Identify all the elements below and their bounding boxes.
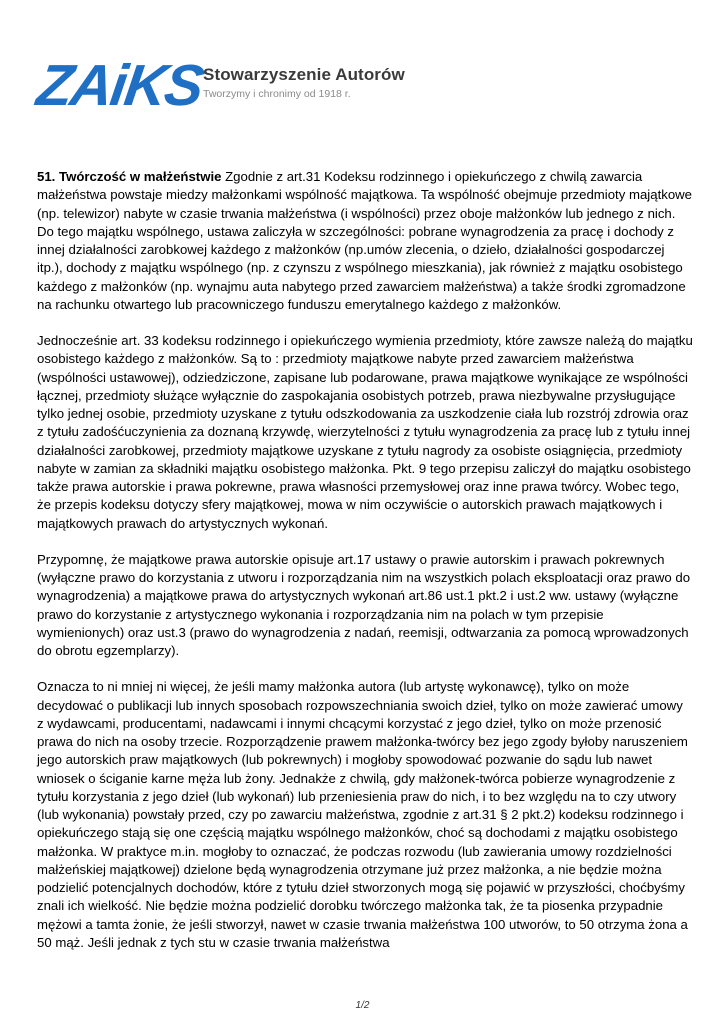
org-block	[203, 65, 405, 100]
paragraph-3: Przypomnę, że majątkowe prawa autorskie opisuje art.17 ustawy o prawie autorskim i prawach pokrewnych (wyłączne prawo do korzystania z utworu i rozporządzania nim na wszystkich polach eksploatacji oraz prawo do wynagrodzenia) a majątkowe prawa do artystycznych wykonań art.86 ust.1 pkt.2 i ust.2 ww. ustawy (wyłączne prawo do korzystanie z artystycznego wykonania i rozporządzania nim na polach w tym przepisie wymienionych) oraz ust.3 (prawo do wynagrodzenia z nadań, reemisji, odtwarzania za pomocą wprowadzonych do obrotu egzemplarzy).	[37, 551, 691, 658]
page-number: 1/2	[355, 1000, 370, 1011]
logo-text: ZAiKS	[33, 53, 207, 118]
article-body	[37, 168, 693, 970]
paragraph-4: Oznacza to ni mniej ni więcej, że jeśli mamy małżonka autora (lub artystę wykonawcę), tylko on może decydować o publikacji lub innych sposobach rozpowszechniania swoich dzieł, tylko on może zawierać umowy z wydawcami, producentami, nadawcami i innymi chcącymi korzystać z jego dzieł, tylko on może przenosić prawa do nich na osoby trzecie. Rozporządzenie prawem małżonka-twórcy bez jego zgody byłoby naruszeniem jego autorskich praw majątkowych (lub pokrewnych) i mogłoby spowodować pozwanie do sądu lub nawet wniosek o ściganie karne męża lub żony. Jednakże z chwilą, gdy małżonek-twórca pobierze wynagrodzenie z tytułu korzystania z jego dzieł (lub wykonań) lub przeniesienia praw do nich, i to bez względu na to czy utwory (lub wykonania) powstały przed, czy po zawarciu małżeństwa, zgodnie z art.31 § 2 pkt.2) kodeksu rodzinnego i opiekuńczego stają się one częścią majątku wspólnego małżonków, choć są dochodami z majątku osobistego małżonka. W praktyce m.in. mogłoby to oznaczać, że podczas rozwodu (lub zawierania umowy rozdzielności małżeńskiej majątkowej) dzielone będą wynagrodzenia otrzymane już przez małżonka, a nie będzie można podzielić potencjalnych dochodów, które z tytułu dzieł stworzonych mogą się pojawić w przyszłości, choćbyśmy znali ich wielkość. Nie będzie można podzielić dorobku twórczego małżonka tak, że ta piosenka przypadnie mężowi a tamta żonie, że jeśli stworzył, nawet w czasie trwania małżeństwa 100 utworów, to 50 otrzyma żona a 50 mąż. Jeśli jednak z tych stu w czasie trwania małżeństwa	[37, 679, 688, 950]
zaiks-logo	[33, 53, 207, 118]
paragraph-2: Jednocześnie art. 33 kodeksu rodzinnego i opiekuńczego wymienia przedmioty, które zawsze należą do majątku osobistego każdego z małżonków. Są to : przedmioty majątkowe nabyte przed zawarciem małżeństwa (wspólności ustawowej), odziedziczone, zapisane lub podarowane, prawa majątkowe wynikające ze wspólności łącznej, przedmioty służące wyłącznie do zaspokajania osobistych potrzeb, prawa niezbywalne przysługujące tylko jednej osobie, przedmioty uzyskane z tytułu odszkodowania za uszkodzenie ciała lub rozstrój zdrowia oraz z tytułu zadośćuczynienia za doznaną krzywdę, wierzytelności z tytułu wynagrodzenia za pracę lub z tytułu innej działalności zarobkowej, przedmioty majątkowe uzyskane z tytułu nagrody za osobiste osiągnięcia, przedmioty nabyte w zamian za składniki majątku osobistego małżonka. Pkt. 9 tego przepisu zaliczył do majątku osobistego także prawa autorskie i prawa pokrewne, prawa własności przemysłowej oraz inne prawa twórcy. Wobec tego, że przepis kodeksu dotyczy sfery majątkowej, mowa w nim oczywiście o autorskich prawach majątkowych i majątkowych prawach do artystycznych wykonań.	[37, 333, 693, 531]
article-heading: 51. Twórczość w małżeństwie	[37, 169, 222, 184]
paragraph-1-text: Zgodnie z art.31 Kodeksu rodzinnego i opiekuńczego z chwilą zawarcia małżeństwa powstaje miedzy małżonkami wspólność majątkowa. Ta wspólność obejmuje przedmioty majątkowe (np. telewizor) nabyte w czasie trwania małżeństwa (i wspólności) przez oboje małżonków lub jednego z nich. Do tego majątku wspólnego, ustawa zaliczyła w szczególności: pobrane wynagrodzenia za pracę i dochody z innej działalności zarobkowej każdego z małżonków (np.umów zlecenia, o dzieło, działalności gospodarczej itp.), dochody z majątku wspólnego (np. z czynszu z wspólnego mieszkania), jak również z majątku osobistego każdego z małżonków (np. wynajmu auta nabytego przed zawarciem małżeństwa) a także środki zgromadzone na rachunku otwartego lub pracowniczego funduszu emerytalnego każdego z małżonków.	[37, 169, 693, 312]
page-header	[33, 53, 440, 118]
org-name: Stowarzyszenie Autorów	[203, 65, 405, 84]
paragraph-1	[37, 168, 693, 314]
org-tagline: Tworzymy i chronimy od 1918 r.	[203, 88, 351, 100]
